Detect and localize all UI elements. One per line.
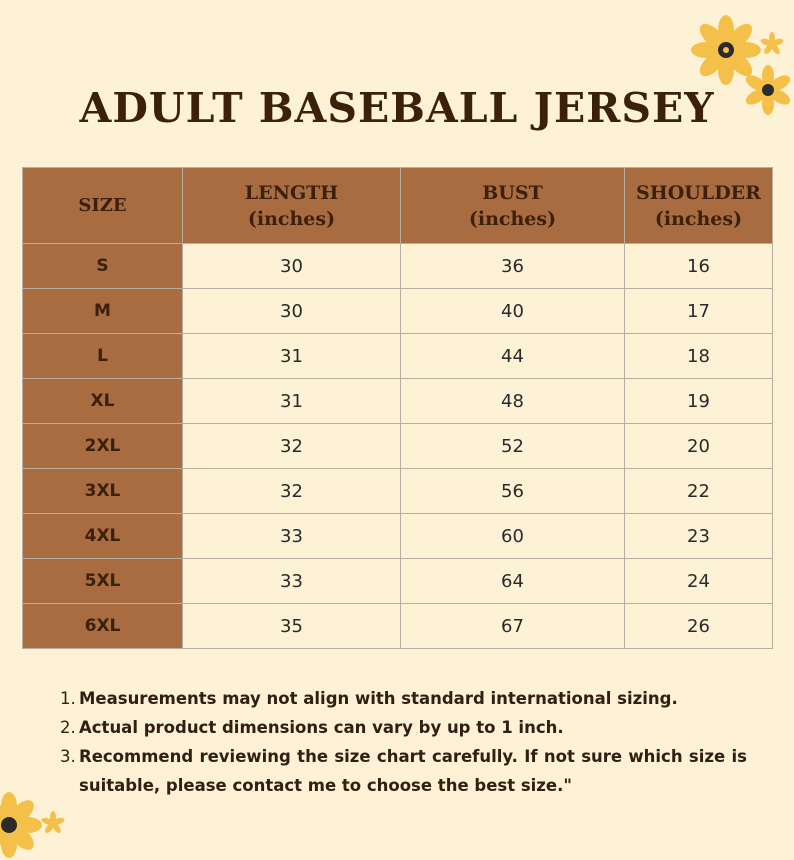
- table-row: [23, 469, 773, 514]
- header-bust-label: BUST: [482, 181, 543, 204]
- flower-icon: [0, 790, 44, 860]
- note-text: Actual product dimensions can vary by up to 1 inch.: [79, 718, 564, 737]
- note-item: [60, 684, 747, 713]
- header-shoulder-label: SHOULDER: [636, 181, 761, 204]
- bust-cell: 60: [401, 514, 625, 559]
- table-row: [23, 604, 773, 649]
- size-cell: M: [23, 289, 183, 334]
- bust-cell: 64: [401, 559, 625, 604]
- table-header-row: [23, 168, 773, 244]
- shoulder-cell: 26: [625, 604, 773, 649]
- length-cell: 31: [183, 334, 401, 379]
- size-cell: 3XL: [23, 469, 183, 514]
- shoulder-cell: 20: [625, 424, 773, 469]
- header-length-unit: (inches): [247, 207, 336, 230]
- table-row: [23, 559, 773, 604]
- note-number: 2.: [60, 718, 76, 737]
- length-cell: 32: [183, 424, 401, 469]
- length-cell: 30: [183, 244, 401, 289]
- length-cell: 33: [183, 514, 401, 559]
- bust-cell: 44: [401, 334, 625, 379]
- size-cell: 4XL: [23, 514, 183, 559]
- shoulder-cell: 24: [625, 559, 773, 604]
- bust-cell: 67: [401, 604, 625, 649]
- shoulder-cell: 22: [625, 469, 773, 514]
- shoulder-cell: 16: [625, 244, 773, 289]
- size-cell: L: [23, 334, 183, 379]
- length-cell: 30: [183, 289, 401, 334]
- note-number: 1.: [60, 689, 76, 708]
- size-cell: 2XL: [23, 424, 183, 469]
- page-title: ADULT BASEBALL JERSEY: [79, 84, 715, 132]
- bust-cell: 56: [401, 469, 625, 514]
- bust-cell: 36: [401, 244, 625, 289]
- length-cell: 31: [183, 379, 401, 424]
- note-number: 3.: [60, 747, 76, 766]
- note-text: Recommend reviewing the size chart carefully. If not sure which size is suitable, please contact me to choose the best size.": [79, 747, 747, 795]
- notes-list: [60, 684, 747, 800]
- shoulder-cell: 19: [625, 379, 773, 424]
- bust-cell: 52: [401, 424, 625, 469]
- header-bust-unit: (inches): [468, 207, 557, 230]
- table-row: [23, 514, 773, 559]
- header-bust: [401, 168, 625, 244]
- note-item: [60, 713, 747, 742]
- bust-cell: 40: [401, 289, 625, 334]
- table-row: [23, 289, 773, 334]
- header-size: SIZE: [23, 168, 183, 244]
- size-cell: XL: [23, 379, 183, 424]
- size-chart-table: [22, 167, 773, 649]
- note-text: Measurements may not align with standard international sizing.: [79, 689, 678, 708]
- header-length-label: LENGTH: [244, 181, 339, 204]
- note-item: [60, 742, 747, 800]
- header-shoulder-unit: (inches): [654, 207, 743, 230]
- length-cell: 32: [183, 469, 401, 514]
- header-shoulder: [625, 168, 773, 244]
- flower-icon: [40, 810, 66, 836]
- table-row: [23, 334, 773, 379]
- length-cell: 35: [183, 604, 401, 649]
- length-cell: 33: [183, 559, 401, 604]
- flower-icon: [760, 32, 784, 56]
- shoulder-cell: 18: [625, 334, 773, 379]
- table-row: [23, 424, 773, 469]
- table-row: [23, 379, 773, 424]
- shoulder-cell: 23: [625, 514, 773, 559]
- size-cell: S: [23, 244, 183, 289]
- header-length: [183, 168, 401, 244]
- flower-icon: [742, 64, 794, 116]
- size-cell: 6XL: [23, 604, 183, 649]
- size-cell: 5XL: [23, 559, 183, 604]
- bust-cell: 48: [401, 379, 625, 424]
- table-row: [23, 244, 773, 289]
- shoulder-cell: 17: [625, 289, 773, 334]
